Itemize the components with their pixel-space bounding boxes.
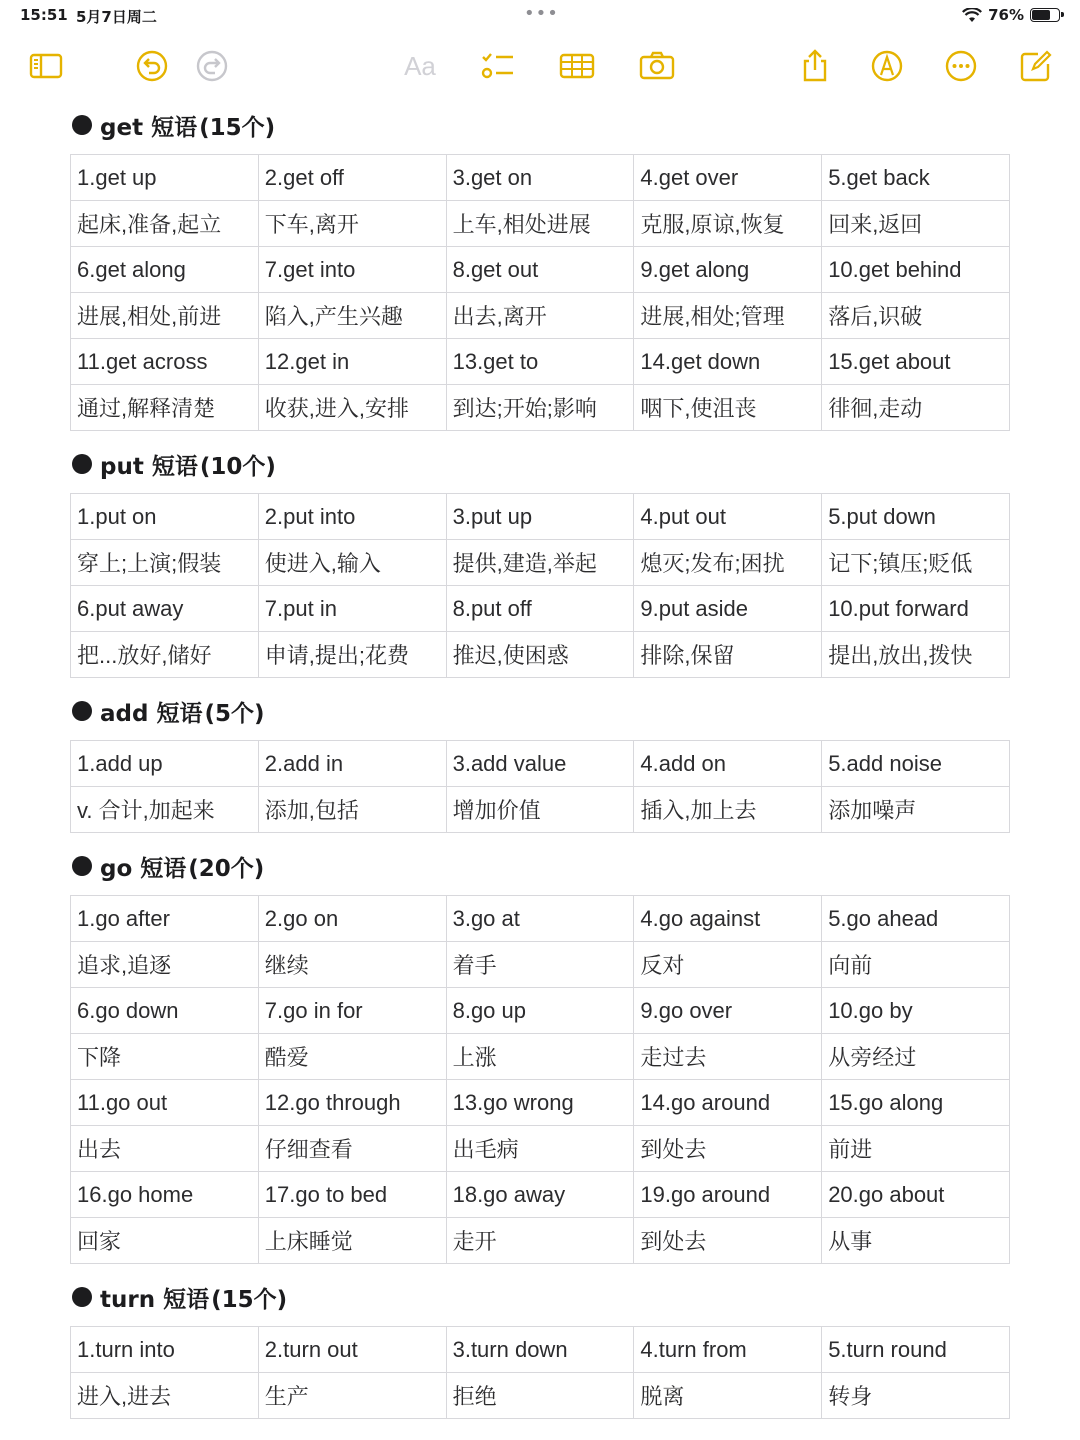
table-cell[interactable]: 5.put down xyxy=(822,494,1010,540)
bullet-icon xyxy=(72,701,92,721)
table-cell[interactable]: 13.go wrong xyxy=(446,1080,634,1126)
markup-icon[interactable] xyxy=(869,48,905,84)
section-count: (10个) xyxy=(199,453,276,480)
table-cell[interactable]: 9.get along xyxy=(634,247,822,293)
table-cell[interactable]: 5.get back xyxy=(822,155,1010,201)
table-cell[interactable]: 使进入,输入 xyxy=(258,540,446,586)
table-cell[interactable]: 陷入,产生兴趣 xyxy=(258,293,446,339)
table-cell[interactable]: 向前 xyxy=(822,942,1010,988)
table-cell[interactable]: 进展,相处,前进 xyxy=(71,293,259,339)
table-cell[interactable]: 通过,解释清楚 xyxy=(71,385,259,431)
table-cell[interactable]: 1.turn into xyxy=(71,1327,259,1373)
table-cell[interactable]: 6.put away xyxy=(71,586,259,632)
table-row xyxy=(71,1034,1010,1080)
table-row xyxy=(71,1327,1010,1373)
table-cell[interactable]: 添加噪声 xyxy=(822,787,1010,833)
bullet-icon xyxy=(72,1287,92,1307)
phrase-table[interactable] xyxy=(70,740,1010,833)
table-cell[interactable]: 5.go ahead xyxy=(822,896,1010,942)
table-row xyxy=(71,385,1010,431)
table-cell[interactable]: 10.put forward xyxy=(822,586,1010,632)
battery-percent: 76% xyxy=(988,6,1024,24)
table-cell[interactable]: 4.add on xyxy=(634,741,822,787)
table-cell[interactable]: 12.get in xyxy=(258,339,446,385)
table-cell[interactable]: 进入,进去 xyxy=(71,1373,259,1419)
table-cell[interactable]: 追求,追逐 xyxy=(71,942,259,988)
table-cell[interactable]: 反对 xyxy=(634,942,822,988)
text-format-icon[interactable]: Aa xyxy=(404,50,436,81)
table-cell[interactable]: 7.put in xyxy=(258,586,446,632)
table-row xyxy=(71,339,1010,385)
section-count: (5个) xyxy=(204,700,265,727)
table-cell[interactable]: 3.put up xyxy=(446,494,634,540)
more-icon[interactable] xyxy=(943,48,979,84)
table-cell[interactable]: 排除,保留 xyxy=(634,632,822,678)
table-cell[interactable]: 着手 xyxy=(446,942,634,988)
table-cell[interactable]: 16.go home xyxy=(71,1172,259,1218)
table-icon[interactable] xyxy=(559,48,595,84)
table-cell[interactable]: 插入,加上去 xyxy=(634,787,822,833)
table-cell[interactable]: 回来,返回 xyxy=(822,201,1010,247)
table-cell[interactable]: 1.go after xyxy=(71,896,259,942)
table-cell[interactable]: 1.put on xyxy=(71,494,259,540)
table-cell[interactable]: 5.turn round xyxy=(822,1327,1010,1373)
table-cell[interactable]: 14.get down xyxy=(634,339,822,385)
phrase-table[interactable] xyxy=(70,154,1010,431)
table-cell[interactable]: 11.go out xyxy=(71,1080,259,1126)
table-cell[interactable]: 从旁经过 xyxy=(822,1034,1010,1080)
table-cell[interactable]: 7.go in for xyxy=(258,988,446,1034)
table-cell[interactable]: 4.go against xyxy=(634,896,822,942)
section-title: turn 短语 xyxy=(100,1286,210,1313)
table-cell[interactable]: 落后,识破 xyxy=(822,293,1010,339)
table-cell[interactable]: 3.get on xyxy=(446,155,634,201)
table-cell[interactable]: 继续 xyxy=(258,942,446,988)
note-body[interactable] xyxy=(70,108,1010,1435)
table-cell[interactable]: 2.get off xyxy=(258,155,446,201)
table-cell[interactable]: 熄灭;发布;困扰 xyxy=(634,540,822,586)
table-cell[interactable]: 提供,建造,举起 xyxy=(446,540,634,586)
section-header xyxy=(70,849,1010,883)
table-cell[interactable]: 添加,包括 xyxy=(258,787,446,833)
table-cell[interactable]: 克服,原谅,恢复 xyxy=(634,201,822,247)
table-row xyxy=(71,896,1010,942)
table-cell[interactable]: 到达;开始;影响 xyxy=(446,385,634,431)
camera-icon[interactable] xyxy=(639,48,675,84)
table-cell[interactable]: 酷爱 xyxy=(258,1034,446,1080)
table-cell[interactable]: 转身 xyxy=(822,1373,1010,1419)
table-cell[interactable]: 上涨 xyxy=(446,1034,634,1080)
status-bar xyxy=(0,0,1080,34)
table-cell[interactable]: 回家 xyxy=(71,1218,259,1264)
status-date: 5月7日周二 xyxy=(76,8,157,26)
bullet-icon xyxy=(72,856,92,876)
sidebar-icon[interactable] xyxy=(28,48,64,84)
table-cell[interactable]: 1.get up xyxy=(71,155,259,201)
table-cell[interactable]: 上车,相处进展 xyxy=(446,201,634,247)
table-cell[interactable]: 2.turn out xyxy=(258,1327,446,1373)
table-row xyxy=(71,942,1010,988)
table-cell[interactable]: 6.go down xyxy=(71,988,259,1034)
checklist-icon[interactable] xyxy=(480,48,516,84)
battery-icon xyxy=(1030,8,1060,22)
section-count: (15个) xyxy=(211,1286,288,1313)
section-count: (15个) xyxy=(199,114,276,141)
table-cell[interactable]: 9.put aside xyxy=(634,586,822,632)
table-cell[interactable]: 12.go through xyxy=(258,1080,446,1126)
table-cell[interactable]: 4.turn from xyxy=(634,1327,822,1373)
section-title: get 短语 xyxy=(100,114,198,141)
table-row xyxy=(71,1080,1010,1126)
table-cell[interactable]: 7.get into xyxy=(258,247,446,293)
table-row xyxy=(71,293,1010,339)
table-cell[interactable]: 徘徊,走动 xyxy=(822,385,1010,431)
table-cell[interactable]: 3.add value xyxy=(446,741,634,787)
table-row xyxy=(71,632,1010,678)
table-cell[interactable]: 15.go along xyxy=(822,1080,1010,1126)
wifi-icon xyxy=(962,8,982,23)
table-row xyxy=(71,247,1010,293)
table-cell[interactable]: 5.add noise xyxy=(822,741,1010,787)
undo-icon[interactable] xyxy=(134,48,170,84)
section-title: put 短语 xyxy=(100,453,198,480)
table-cell[interactable]: 15.get about xyxy=(822,339,1010,385)
section-header xyxy=(70,694,1010,728)
bullet-icon xyxy=(72,454,92,474)
table-row xyxy=(71,201,1010,247)
table-cell[interactable]: 20.go about xyxy=(822,1172,1010,1218)
table-cell[interactable]: 咽下,使沮丧 xyxy=(634,385,822,431)
table-cell[interactable]: 6.get along xyxy=(71,247,259,293)
table-row xyxy=(71,1172,1010,1218)
table-cell[interactable]: v. 合计,加起来 xyxy=(71,787,259,833)
table-cell[interactable]: 把...放好,储好 xyxy=(71,632,259,678)
table-row xyxy=(71,1218,1010,1264)
table-cell[interactable]: 18.go away xyxy=(446,1172,634,1218)
compose-icon[interactable] xyxy=(1018,48,1054,84)
table-cell[interactable]: 上床睡觉 xyxy=(258,1218,446,1264)
table-cell[interactable]: 走开 xyxy=(446,1218,634,1264)
table-cell[interactable]: 到处去 xyxy=(634,1218,822,1264)
table-cell[interactable]: 8.get out xyxy=(446,247,634,293)
table-cell[interactable]: 14.go around xyxy=(634,1080,822,1126)
table-cell[interactable]: 出去,离开 xyxy=(446,293,634,339)
status-indicators xyxy=(962,6,1060,24)
table-row xyxy=(71,494,1010,540)
multitasking-dots-icon[interactable]: ••• xyxy=(524,3,559,24)
bullet-icon xyxy=(72,115,92,135)
table-cell[interactable]: 仔细查看 xyxy=(258,1126,446,1172)
table-cell[interactable]: 8.put off xyxy=(446,586,634,632)
table-cell[interactable]: 进展,相处;管理 xyxy=(634,293,822,339)
table-row xyxy=(71,155,1010,201)
table-cell[interactable]: 2.go on xyxy=(258,896,446,942)
section-header xyxy=(70,1280,1010,1314)
table-row xyxy=(71,1126,1010,1172)
table-cell[interactable]: 增加价值 xyxy=(446,787,634,833)
table-cell[interactable]: 申请,提出;花费 xyxy=(258,632,446,678)
table-cell[interactable]: 8.go up xyxy=(446,988,634,1034)
table-cell[interactable]: 提出,放出,拨快 xyxy=(822,632,1010,678)
table-cell[interactable]: 拒绝 xyxy=(446,1373,634,1419)
status-time: 15:51 xyxy=(20,6,68,24)
table-cell[interactable]: 2.add in xyxy=(258,741,446,787)
table-cell[interactable]: 到处去 xyxy=(634,1126,822,1172)
section-title: add 短语 xyxy=(100,700,203,727)
table-cell[interactable]: 19.go around xyxy=(634,1172,822,1218)
table-cell[interactable]: 4.get over xyxy=(634,155,822,201)
table-cell[interactable]: 收获,进入,安排 xyxy=(258,385,446,431)
table-cell[interactable]: 脱离 xyxy=(634,1373,822,1419)
section-count: (20个) xyxy=(188,855,265,882)
section-header xyxy=(70,108,1010,142)
table-cell[interactable]: 推迟,使困惑 xyxy=(446,632,634,678)
table-cell[interactable]: 4.put out xyxy=(634,494,822,540)
table-row xyxy=(71,988,1010,1034)
section-header xyxy=(70,447,1010,481)
table-cell[interactable]: 17.go to bed xyxy=(258,1172,446,1218)
table-cell[interactable]: 走过去 xyxy=(634,1034,822,1080)
table-row xyxy=(71,741,1010,787)
table-cell[interactable]: 10.get behind xyxy=(822,247,1010,293)
table-cell[interactable]: 13.get to xyxy=(446,339,634,385)
section-title: go 短语 xyxy=(100,855,187,882)
table-cell[interactable]: 11.get across xyxy=(71,339,259,385)
table-cell[interactable]: 前进 xyxy=(822,1126,1010,1172)
table-cell[interactable]: 1.add up xyxy=(71,741,259,787)
share-icon[interactable] xyxy=(797,48,833,84)
phrase-table[interactable] xyxy=(70,493,1010,678)
table-cell[interactable]: 出毛病 xyxy=(446,1126,634,1172)
table-cell[interactable]: 起床,准备,起立 xyxy=(71,201,259,247)
table-cell[interactable]: 10.go by xyxy=(822,988,1010,1034)
table-cell[interactable]: 3.go at xyxy=(446,896,634,942)
table-row xyxy=(71,586,1010,632)
table-cell[interactable]: 生产 xyxy=(258,1373,446,1419)
table-cell[interactable]: 下车,离开 xyxy=(258,201,446,247)
phrase-table[interactable] xyxy=(70,895,1010,1264)
table-cell[interactable]: 从事 xyxy=(822,1218,1010,1264)
table-cell[interactable]: 穿上;上演;假装 xyxy=(71,540,259,586)
table-cell[interactable]: 出去 xyxy=(71,1126,259,1172)
table-cell[interactable]: 3.turn down xyxy=(446,1327,634,1373)
table-cell[interactable]: 2.put into xyxy=(258,494,446,540)
redo-icon[interactable] xyxy=(194,48,230,84)
table-row xyxy=(71,540,1010,586)
toolbar xyxy=(0,40,1080,90)
phrase-table[interactable] xyxy=(70,1326,1010,1419)
table-cell[interactable]: 记下;镇压;贬低 xyxy=(822,540,1010,586)
table-cell[interactable]: 9.go over xyxy=(634,988,822,1034)
table-cell[interactable]: 下降 xyxy=(71,1034,259,1080)
table-row xyxy=(71,1373,1010,1419)
table-row xyxy=(71,787,1010,833)
